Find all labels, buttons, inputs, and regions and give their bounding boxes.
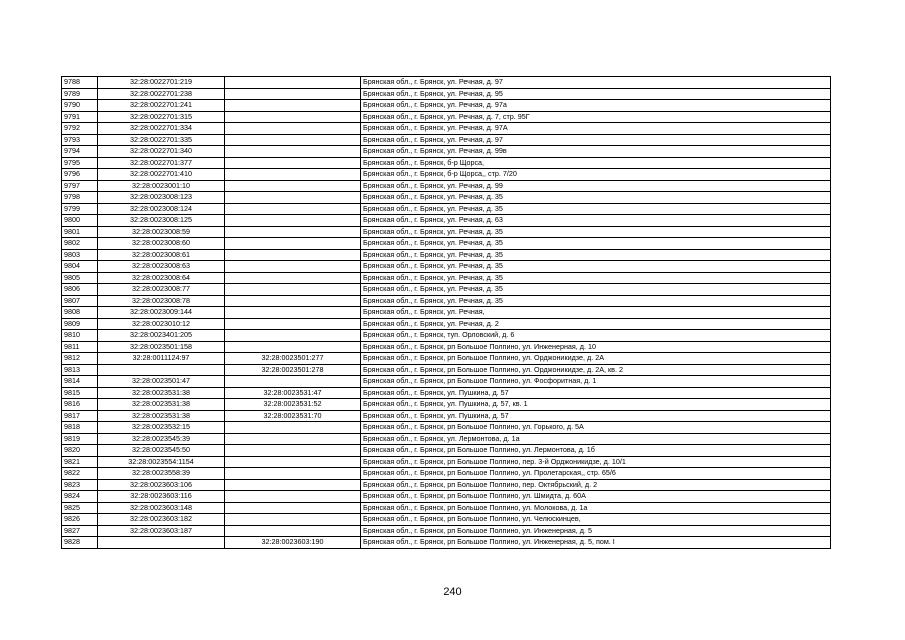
cadastral-number-cell: 32:28:0023008:59 (98, 226, 225, 238)
row-number-cell: 9795 (62, 157, 98, 169)
address-cell: Брянская обл., г. Брянск, рп Большое Полпино, ул. Лермонтова, д. 1б (361, 445, 831, 457)
related-cadastral-number-cell (225, 203, 361, 215)
table-row (62, 295, 831, 307)
row-number-cell: 9825 (62, 502, 98, 514)
related-cadastral-number-cell (225, 341, 361, 353)
address-cell: Брянская обл., г. Брянск, ул. Речная, д. 35 (361, 203, 831, 215)
row-number-cell: 9799 (62, 203, 98, 215)
address-cell: Брянская обл., г. Брянск, рп Большое Полпино, ул. Горького, д. 5А (361, 422, 831, 434)
cadastral-number-cell: 32:28:0023010:12 (98, 318, 225, 330)
address-cell: Брянская обл., г. Брянск, ул. Речная, (361, 307, 831, 319)
related-cadastral-number-cell (225, 456, 361, 468)
cadastral-number-cell: 32:28:0023603:106 (98, 479, 225, 491)
table-row (62, 180, 831, 192)
row-number-cell: 9794 (62, 146, 98, 158)
address-cell: Брянская обл., г. Брянск, ул. Речная, д. 35 (361, 284, 831, 296)
cadastral-number-cell: 32:28:0022701:238 (98, 88, 225, 100)
address-cell: Брянская обл., г. Брянск, ул. Речная, д. 97а (361, 100, 831, 112)
cadastral-number-cell: 32:28:0023531:38 (98, 387, 225, 399)
related-cadastral-number-cell (225, 491, 361, 503)
address-cell: Брянская обл., г. Брянск, ул. Речная, д. 35 (361, 272, 831, 284)
row-number-cell: 9805 (62, 272, 98, 284)
address-cell: Брянская обл., г. Брянск, ул. Пушкина, д. 57 (361, 387, 831, 399)
address-cell: Брянская обл., г. Брянск, ул. Речная, д. 7, стр. 95Г (361, 111, 831, 123)
related-cadastral-number-cell (225, 525, 361, 537)
cadastral-number-cell: 32:28:0022701:219 (98, 77, 225, 89)
row-number-cell: 9826 (62, 514, 98, 526)
table-row (62, 468, 831, 480)
table-row (62, 410, 831, 422)
table-row (62, 514, 831, 526)
table-row (62, 502, 831, 514)
address-cell: Брянская обл., г. Брянск, рп Большое Полпино, ул. Инженерная, д. 10 (361, 341, 831, 353)
table-row (62, 445, 831, 457)
table-row (62, 88, 831, 100)
address-cell: Брянская обл., г. Брянск, ул. Речная, д. 97 (361, 134, 831, 146)
address-cell: Брянская обл., г. Брянск, рп Большое Полпино, ул. Инженерная, д. 5, пом. I (361, 537, 831, 549)
address-cell: Брянская обл., г. Брянск, ул. Речная, д. 99 (361, 180, 831, 192)
row-number-cell: 9820 (62, 445, 98, 457)
row-number-cell: 9796 (62, 169, 98, 181)
cadastral-number-cell: 32:28:0023532:15 (98, 422, 225, 434)
cadastral-number-cell: 32:28:0023545:50 (98, 445, 225, 457)
table-row (62, 249, 831, 261)
row-number-cell: 9800 (62, 215, 98, 227)
cadastral-number-cell: 32:28:0011124:97 (98, 353, 225, 365)
table-row (62, 146, 831, 158)
related-cadastral-number-cell (225, 272, 361, 284)
cadastral-number-cell: 32:28:0022701:410 (98, 169, 225, 181)
table-row (62, 238, 831, 250)
table-row (62, 491, 831, 503)
cadastral-number-cell: 32:28:0023008:60 (98, 238, 225, 250)
related-cadastral-number-cell (225, 261, 361, 273)
related-cadastral-number-cell (225, 192, 361, 204)
related-cadastral-number-cell (225, 215, 361, 227)
table-row (62, 422, 831, 434)
row-number-cell: 9788 (62, 77, 98, 89)
registry-table (61, 76, 831, 549)
cadastral-number-cell: 32:28:0023531:38 (98, 410, 225, 422)
address-cell: Брянская обл., г. Брянск, ул. Речная, д. 97А (361, 123, 831, 135)
cadastral-number-cell: 32:28:0023501:158 (98, 341, 225, 353)
cadastral-number-cell: 32:28:0023603:182 (98, 514, 225, 526)
table-row (62, 399, 831, 411)
row-number-cell: 9793 (62, 134, 98, 146)
cadastral-number-cell: 32:28:0022701:340 (98, 146, 225, 158)
address-cell: Брянская обл., г. Брянск, б-р Щорса,, стр. 7/20 (361, 169, 831, 181)
related-cadastral-number-cell: 32:28:0023531:47 (225, 387, 361, 399)
table-row (62, 226, 831, 238)
row-number-cell: 9814 (62, 376, 98, 388)
address-cell: Брянская обл., г. Брянск, рп Большое Полпино, ул. Орджоникидзе, д. 2А (361, 353, 831, 365)
table-row (62, 525, 831, 537)
table-row (62, 261, 831, 273)
address-cell: Брянская обл., г. Брянск, рп Большое Полпино, ул. Челюскинцев, (361, 514, 831, 526)
related-cadastral-number-cell (225, 514, 361, 526)
address-cell: Брянская обл., г. Брянск, ул. Речная, д. 35 (361, 295, 831, 307)
related-cadastral-number-cell (225, 238, 361, 250)
address-cell: Брянская обл., г. Брянск, рп Большое Полпино, ул. Шмидта, д. 60А (361, 491, 831, 503)
table-row (62, 134, 831, 146)
cadastral-number-cell: 32:28:0023603:187 (98, 525, 225, 537)
table-row (62, 100, 831, 112)
row-number-cell: 9811 (62, 341, 98, 353)
registry-table-body (62, 77, 831, 549)
table-row (62, 192, 831, 204)
table-row (62, 330, 831, 342)
cadastral-number-cell: 32:28:0023603:148 (98, 502, 225, 514)
related-cadastral-number-cell (225, 111, 361, 123)
row-number-cell: 9806 (62, 284, 98, 296)
address-cell: Брянская обл., г. Брянск, рп Большое Полпино, пер. 3-й Орджоникидзе, д. 10/1 (361, 456, 831, 468)
table-row (62, 387, 831, 399)
row-number-cell: 9824 (62, 491, 98, 503)
cadastral-number-cell: 32:28:0022701:315 (98, 111, 225, 123)
cadastral-number-cell: 32:28:0023008:64 (98, 272, 225, 284)
table-row (62, 157, 831, 169)
row-number-cell: 9789 (62, 88, 98, 100)
address-cell: Брянская обл., г. Брянск, ул. Лермонтова, д. 1а (361, 433, 831, 445)
related-cadastral-number-cell: 32:28:0023501:277 (225, 353, 361, 365)
row-number-cell: 9809 (62, 318, 98, 330)
related-cadastral-number-cell (225, 180, 361, 192)
cadastral-number-cell: 32:28:0022701:334 (98, 123, 225, 135)
row-number-cell: 9815 (62, 387, 98, 399)
related-cadastral-number-cell (225, 318, 361, 330)
table-row (62, 456, 831, 468)
table-row (62, 215, 831, 227)
cadastral-number-cell: 32:28:0023545:39 (98, 433, 225, 445)
page-number: 240 (443, 586, 462, 598)
related-cadastral-number-cell (225, 77, 361, 89)
related-cadastral-number-cell (225, 226, 361, 238)
address-cell: Брянская обл., г. Брянск, ул. Речная, д. 35 (361, 226, 831, 238)
cadastral-number-cell: 32:28:0023008:124 (98, 203, 225, 215)
related-cadastral-number-cell (225, 100, 361, 112)
row-number-cell: 9802 (62, 238, 98, 250)
address-cell: Брянская обл., г. Брянск, рп Большое Полпино, ул. Инженерная, д. 5 (361, 525, 831, 537)
address-cell: Брянская обл., г. Брянск, б-р Щорса, (361, 157, 831, 169)
address-cell: Брянская обл., г. Брянск, рп Большое Полпино, ул. Молокова, д. 1а (361, 502, 831, 514)
row-number-cell: 9823 (62, 479, 98, 491)
cadastral-number-cell: 32:28:0023501:47 (98, 376, 225, 388)
cadastral-number-cell: 32:28:0022701:241 (98, 100, 225, 112)
table-row (62, 341, 831, 353)
related-cadastral-number-cell (225, 422, 361, 434)
cadastral-number-cell: 32:28:0023008:77 (98, 284, 225, 296)
related-cadastral-number-cell (225, 502, 361, 514)
table-row (62, 318, 831, 330)
address-cell: Брянская обл., г. Брянск, ул. Речная, д. 95 (361, 88, 831, 100)
address-cell: Брянская обл., г. Брянск, ул. Речная, д. 2 (361, 318, 831, 330)
cadastral-number-cell: 32:28:0023401:205 (98, 330, 225, 342)
related-cadastral-number-cell (225, 468, 361, 480)
cadastral-number-cell: 32:28:0023001:10 (98, 180, 225, 192)
cadastral-number-cell: 32:28:0023531:38 (98, 399, 225, 411)
row-number-cell: 9792 (62, 123, 98, 135)
address-cell: Брянская обл., г. Брянск, ул. Речная, д. 97 (361, 77, 831, 89)
cadastral-number-cell: 32:28:0023008:63 (98, 261, 225, 273)
table-row (62, 479, 831, 491)
address-cell: Брянская обл., г. Брянск, ул. Речная, д. 35 (361, 261, 831, 273)
row-number-cell: 9828 (62, 537, 98, 549)
cadastral-number-cell: 32:28:0023008:61 (98, 249, 225, 261)
row-number-cell: 9819 (62, 433, 98, 445)
table-row (62, 307, 831, 319)
related-cadastral-number-cell (225, 88, 361, 100)
cadastral-number-cell (98, 364, 225, 376)
address-cell: Брянская обл., г. Брянск, рп Большое Полпино, пер. Октябрьский, д. 2 (361, 479, 831, 491)
row-number-cell: 9791 (62, 111, 98, 123)
table-row (62, 203, 831, 215)
related-cadastral-number-cell (225, 445, 361, 457)
address-cell: Брянская обл., г. Брянск, ул. Речная, д. 35 (361, 238, 831, 250)
cadastral-number-cell: 32:28:0022701:377 (98, 157, 225, 169)
related-cadastral-number-cell (225, 157, 361, 169)
row-number-cell: 9813 (62, 364, 98, 376)
row-number-cell: 9803 (62, 249, 98, 261)
row-number-cell: 9807 (62, 295, 98, 307)
related-cadastral-number-cell (225, 284, 361, 296)
address-cell: Брянская обл., г. Брянск, рп Большое Полпино, ул. Пролетарская,, стр. 65/6 (361, 468, 831, 480)
table-row (62, 537, 831, 549)
cadastral-number-cell: 32:28:0023558:39 (98, 468, 225, 480)
row-number-cell: 9817 (62, 410, 98, 422)
table-row (62, 376, 831, 388)
row-number-cell: 9790 (62, 100, 98, 112)
address-cell: Брянская обл., г. Брянск, ул. Речная, д. 99в (361, 146, 831, 158)
row-number-cell: 9808 (62, 307, 98, 319)
row-number-cell: 9797 (62, 180, 98, 192)
row-number-cell: 9822 (62, 468, 98, 480)
related-cadastral-number-cell: 32:28:0023531:70 (225, 410, 361, 422)
row-number-cell: 9798 (62, 192, 98, 204)
cadastral-number-cell: 32:28:0023008:125 (98, 215, 225, 227)
related-cadastral-number-cell (225, 249, 361, 261)
table-row (62, 123, 831, 135)
table-row (62, 111, 831, 123)
related-cadastral-number-cell (225, 330, 361, 342)
row-number-cell: 9804 (62, 261, 98, 273)
cadastral-number-cell: 32:28:0023008:78 (98, 295, 225, 307)
related-cadastral-number-cell (225, 479, 361, 491)
table-row (62, 272, 831, 284)
cadastral-number-cell (98, 537, 225, 549)
address-cell: Брянская обл., г. Брянск, рп Большое Полпино, ул. Орджоникидзе, д. 2А, кв. 2 (361, 364, 831, 376)
row-number-cell: 9812 (62, 353, 98, 365)
address-cell: Брянская обл., г. Брянск, ул. Речная, д. 35 (361, 192, 831, 204)
table-row (62, 433, 831, 445)
cadastral-number-cell: 32:28:0023008:123 (98, 192, 225, 204)
cadastral-number-cell: 32:28:0023554:1154 (98, 456, 225, 468)
cadastral-number-cell: 32:28:0023009:144 (98, 307, 225, 319)
table-row (62, 353, 831, 365)
related-cadastral-number-cell (225, 146, 361, 158)
related-cadastral-number-cell (225, 433, 361, 445)
related-cadastral-number-cell: 32:28:0023501:278 (225, 364, 361, 376)
address-cell: Брянская обл., г. Брянск, рп Большое Полпино, ул. Фосфоритная, д. 1 (361, 376, 831, 388)
cadastral-number-cell: 32:28:0023603:116 (98, 491, 225, 503)
address-cell: Брянская обл., г. Брянск, ул. Речная, д. 63 (361, 215, 831, 227)
address-cell: Брянская обл., г. Брянск, ул. Речная, д. 35 (361, 249, 831, 261)
address-cell: Брянская обл., г. Брянск, ул. Пушкина, д. 57 (361, 410, 831, 422)
related-cadastral-number-cell: 32:28:0023603:190 (225, 537, 361, 549)
related-cadastral-number-cell: 32:28:0023531:52 (225, 399, 361, 411)
address-cell: Брянская обл., г. Брянск, туп. Орловский, д. 6 (361, 330, 831, 342)
related-cadastral-number-cell (225, 307, 361, 319)
related-cadastral-number-cell (225, 123, 361, 135)
related-cadastral-number-cell (225, 376, 361, 388)
table-row (62, 169, 831, 181)
cadastral-number-cell: 32:28:0022701:335 (98, 134, 225, 146)
related-cadastral-number-cell (225, 169, 361, 181)
row-number-cell: 9816 (62, 399, 98, 411)
related-cadastral-number-cell (225, 295, 361, 307)
row-number-cell: 9827 (62, 525, 98, 537)
table-row (62, 364, 831, 376)
related-cadastral-number-cell (225, 134, 361, 146)
row-number-cell: 9818 (62, 422, 98, 434)
table-row (62, 77, 831, 89)
row-number-cell: 9821 (62, 456, 98, 468)
address-cell: Брянская обл., г. Брянск, ул. Пушкина, д. 57, кв. 1 (361, 399, 831, 411)
row-number-cell: 9801 (62, 226, 98, 238)
table-row (62, 284, 831, 296)
row-number-cell: 9810 (62, 330, 98, 342)
